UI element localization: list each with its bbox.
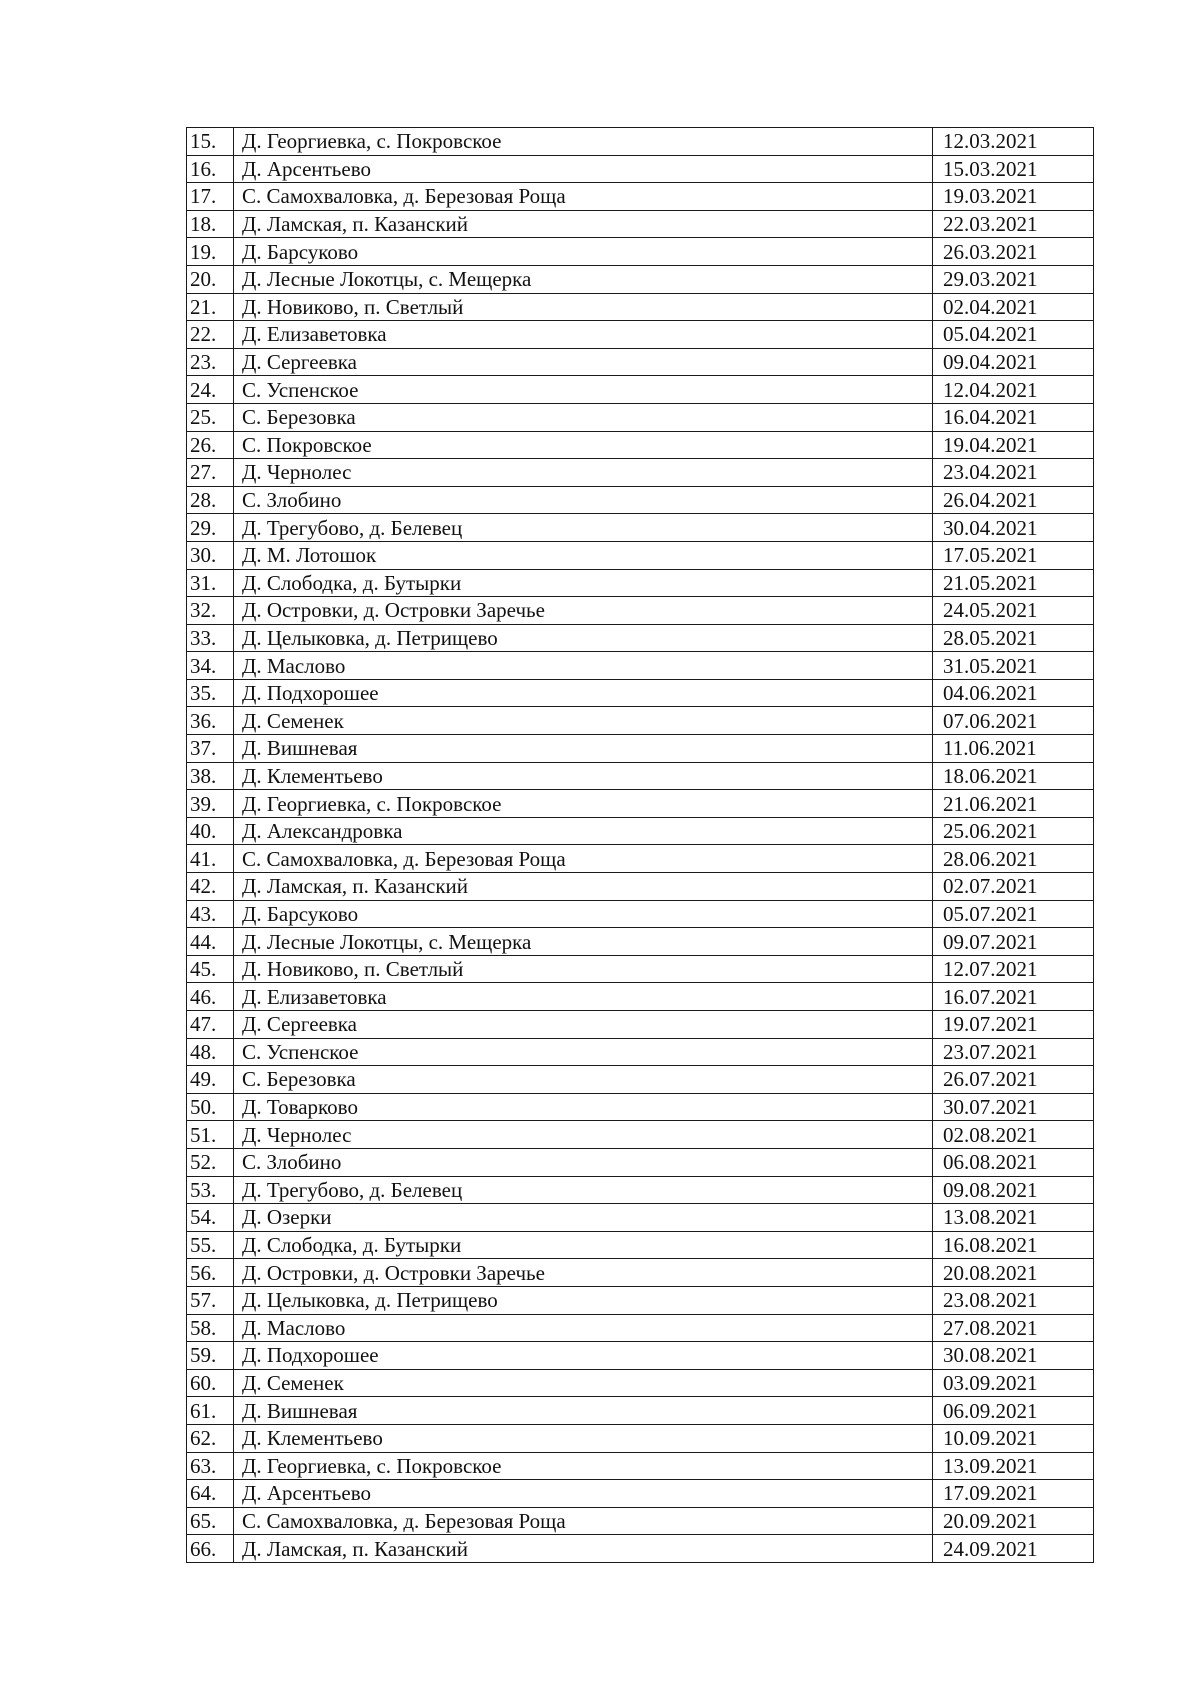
visit-date: 18.06.2021 xyxy=(933,762,1094,790)
row-number: 34. xyxy=(187,652,234,680)
visit-date: 29.03.2021 xyxy=(933,265,1094,293)
settlement-name: С. Самохваловка, д. Березовая Роща xyxy=(234,183,933,211)
table-row xyxy=(187,265,1094,293)
visit-date: 02.07.2021 xyxy=(933,873,1094,901)
visit-date: 05.07.2021 xyxy=(933,900,1094,928)
table-row xyxy=(187,1314,1094,1342)
row-number: 21. xyxy=(187,293,234,321)
settlement-name: Д. Семенек xyxy=(234,707,933,735)
row-number: 57. xyxy=(187,1286,234,1314)
settlement-name: Д. Георгиевка, с. Покровское xyxy=(234,128,933,156)
row-number: 16. xyxy=(187,155,234,183)
row-number: 49. xyxy=(187,1066,234,1094)
table-row xyxy=(187,1507,1094,1535)
visit-date: 11.06.2021 xyxy=(933,735,1094,763)
settlement-name: Д. Арсентьево xyxy=(234,155,933,183)
row-number: 39. xyxy=(187,790,234,818)
settlement-name: С. Злобино xyxy=(234,486,933,514)
row-number: 50. xyxy=(187,1093,234,1121)
table-row xyxy=(187,155,1094,183)
row-number: 47. xyxy=(187,1011,234,1039)
table-row xyxy=(187,928,1094,956)
row-number: 40. xyxy=(187,817,234,845)
settlement-name: Д. Сергеевка xyxy=(234,1011,933,1039)
settlement-name: С. Успенское xyxy=(234,1038,933,1066)
visit-date: 03.09.2021 xyxy=(933,1369,1094,1397)
table-row xyxy=(187,348,1094,376)
table-row xyxy=(187,1452,1094,1480)
visit-date: 12.03.2021 xyxy=(933,128,1094,156)
visit-date: 26.04.2021 xyxy=(933,486,1094,514)
row-number: 36. xyxy=(187,707,234,735)
table-row xyxy=(187,376,1094,404)
visit-date: 09.08.2021 xyxy=(933,1176,1094,1204)
visit-date: 17.05.2021 xyxy=(933,541,1094,569)
table-row xyxy=(187,900,1094,928)
visit-date: 09.07.2021 xyxy=(933,928,1094,956)
table-row xyxy=(187,790,1094,818)
table-row xyxy=(187,1286,1094,1314)
settlement-name: С. Самохваловка, д. Березовая Роща xyxy=(234,845,933,873)
visit-date: 04.06.2021 xyxy=(933,679,1094,707)
table-row xyxy=(187,486,1094,514)
row-number: 55. xyxy=(187,1231,234,1259)
row-number: 64. xyxy=(187,1480,234,1508)
row-number: 17. xyxy=(187,183,234,211)
visit-date: 22.03.2021 xyxy=(933,210,1094,238)
visit-date: 31.05.2021 xyxy=(933,652,1094,680)
table-row xyxy=(187,1121,1094,1149)
settlement-name: Д. Барсуково xyxy=(234,900,933,928)
table-row xyxy=(187,1093,1094,1121)
table-row xyxy=(187,1259,1094,1287)
row-number: 22. xyxy=(187,321,234,349)
table-row xyxy=(187,762,1094,790)
settlement-name: Д. Ламская, п. Казанский xyxy=(234,1535,933,1563)
table-row xyxy=(187,1424,1094,1452)
row-number: 29. xyxy=(187,514,234,542)
table-row xyxy=(187,1397,1094,1425)
settlement-name: Д. Целыковка, д. Петрищево xyxy=(234,1286,933,1314)
visit-date: 06.08.2021 xyxy=(933,1148,1094,1176)
settlement-name: Д. Лесные Локотцы, с. Мещерка xyxy=(234,265,933,293)
row-number: 56. xyxy=(187,1259,234,1287)
table-row xyxy=(187,652,1094,680)
visit-date: 17.09.2021 xyxy=(933,1480,1094,1508)
row-number: 37. xyxy=(187,735,234,763)
table-row xyxy=(187,1535,1094,1563)
table-row xyxy=(187,735,1094,763)
settlement-name: Д. Островки, д. Островки Заречье xyxy=(234,1259,933,1287)
row-number: 20. xyxy=(187,265,234,293)
table-row xyxy=(187,955,1094,983)
visit-date: 20.08.2021 xyxy=(933,1259,1094,1287)
visit-date: 23.04.2021 xyxy=(933,459,1094,487)
table-row xyxy=(187,624,1094,652)
visit-date: 15.03.2021 xyxy=(933,155,1094,183)
row-number: 19. xyxy=(187,238,234,266)
row-number: 62. xyxy=(187,1424,234,1452)
row-number: 58. xyxy=(187,1314,234,1342)
table-row xyxy=(187,321,1094,349)
table-row xyxy=(187,569,1094,597)
table-row xyxy=(187,403,1094,431)
row-number: 65. xyxy=(187,1507,234,1535)
row-number: 28. xyxy=(187,486,234,514)
table-row xyxy=(187,459,1094,487)
row-number: 53. xyxy=(187,1176,234,1204)
row-number: 33. xyxy=(187,624,234,652)
settlement-name: Д. Слободка, д. Бутырки xyxy=(234,569,933,597)
settlement-name: С. Самохваловка, д. Березовая Роща xyxy=(234,1507,933,1535)
table-row xyxy=(187,1204,1094,1232)
settlement-name: Д. Трегубово, д. Белевец xyxy=(234,514,933,542)
settlement-name: Д. Барсуково xyxy=(234,238,933,266)
settlement-name: С. Березовка xyxy=(234,403,933,431)
settlement-name: Д. Елизаветовка xyxy=(234,321,933,349)
settlement-name: Д. Целыковка, д. Петрищево xyxy=(234,624,933,652)
visit-date: 09.04.2021 xyxy=(933,348,1094,376)
row-number: 35. xyxy=(187,679,234,707)
table-row xyxy=(187,541,1094,569)
row-number: 48. xyxy=(187,1038,234,1066)
visit-date: 25.06.2021 xyxy=(933,817,1094,845)
visit-date: 23.07.2021 xyxy=(933,1038,1094,1066)
settlement-name: С. Успенское xyxy=(234,376,933,404)
row-number: 24. xyxy=(187,376,234,404)
visit-date: 30.07.2021 xyxy=(933,1093,1094,1121)
table-row xyxy=(187,514,1094,542)
settlement-name: С. Березовка xyxy=(234,1066,933,1094)
row-number: 32. xyxy=(187,597,234,625)
schedule-table xyxy=(186,127,1094,1563)
visit-date: 21.05.2021 xyxy=(933,569,1094,597)
visit-date: 19.03.2021 xyxy=(933,183,1094,211)
visit-date: 12.07.2021 xyxy=(933,955,1094,983)
visit-date: 26.07.2021 xyxy=(933,1066,1094,1094)
settlement-name: Д. Ламская, п. Казанский xyxy=(234,873,933,901)
row-number: 43. xyxy=(187,900,234,928)
settlement-name: Д. Александровка xyxy=(234,817,933,845)
table-row xyxy=(187,1369,1094,1397)
settlement-name: Д. Островки, д. Островки Заречье xyxy=(234,597,933,625)
visit-date: 23.08.2021 xyxy=(933,1286,1094,1314)
table-row xyxy=(187,128,1094,156)
settlement-name: С. Покровское xyxy=(234,431,933,459)
visit-date: 16.08.2021 xyxy=(933,1231,1094,1259)
visit-date: 02.04.2021 xyxy=(933,293,1094,321)
table-row xyxy=(187,873,1094,901)
settlement-name: Д. Подхорошее xyxy=(234,1342,933,1370)
row-number: 66. xyxy=(187,1535,234,1563)
table-row xyxy=(187,1148,1094,1176)
settlement-name: Д. Елизаветовка xyxy=(234,983,933,1011)
row-number: 38. xyxy=(187,762,234,790)
visit-date: 16.07.2021 xyxy=(933,983,1094,1011)
visit-date: 10.09.2021 xyxy=(933,1424,1094,1452)
settlement-name: Д. Арсентьево xyxy=(234,1480,933,1508)
table-row xyxy=(187,1038,1094,1066)
table-row xyxy=(187,983,1094,1011)
row-number: 60. xyxy=(187,1369,234,1397)
table-row xyxy=(187,1066,1094,1094)
visit-date: 06.09.2021 xyxy=(933,1397,1094,1425)
visit-date: 28.06.2021 xyxy=(933,845,1094,873)
table-row xyxy=(187,1480,1094,1508)
visit-date: 24.09.2021 xyxy=(933,1535,1094,1563)
table-row xyxy=(187,597,1094,625)
row-number: 46. xyxy=(187,983,234,1011)
settlement-name: Д. Ламская, п. Казанский xyxy=(234,210,933,238)
visit-date: 16.04.2021 xyxy=(933,403,1094,431)
row-number: 23. xyxy=(187,348,234,376)
settlement-name: Д. Клементьево xyxy=(234,1424,933,1452)
settlement-name: Д. Слободка, д. Бутырки xyxy=(234,1231,933,1259)
table-row xyxy=(187,679,1094,707)
settlement-name: Д. Маслово xyxy=(234,652,933,680)
settlement-name: С. Злобино xyxy=(234,1148,933,1176)
settlement-name: Д. М. Лотошок xyxy=(234,541,933,569)
schedule-table-body xyxy=(187,128,1094,1563)
visit-date: 13.09.2021 xyxy=(933,1452,1094,1480)
table-row xyxy=(187,1231,1094,1259)
visit-date: 02.08.2021 xyxy=(933,1121,1094,1149)
table-row xyxy=(187,707,1094,735)
table-row xyxy=(187,1342,1094,1370)
visit-date: 19.04.2021 xyxy=(933,431,1094,459)
settlement-name: Д. Товарково xyxy=(234,1093,933,1121)
settlement-name: Д. Озерки xyxy=(234,1204,933,1232)
settlement-name: Д. Клементьево xyxy=(234,762,933,790)
row-number: 27. xyxy=(187,459,234,487)
row-number: 30. xyxy=(187,541,234,569)
visit-date: 05.04.2021 xyxy=(933,321,1094,349)
visit-date: 24.05.2021 xyxy=(933,597,1094,625)
row-number: 54. xyxy=(187,1204,234,1232)
row-number: 51. xyxy=(187,1121,234,1149)
row-number: 15. xyxy=(187,128,234,156)
table-row xyxy=(187,1011,1094,1039)
settlement-name: Д. Вишневая xyxy=(234,1397,933,1425)
visit-date: 26.03.2021 xyxy=(933,238,1094,266)
table-row xyxy=(187,238,1094,266)
row-number: 52. xyxy=(187,1148,234,1176)
settlement-name: Д. Подхорошее xyxy=(234,679,933,707)
visit-date: 21.06.2021 xyxy=(933,790,1094,818)
settlement-name: Д. Маслово xyxy=(234,1314,933,1342)
row-number: 59. xyxy=(187,1342,234,1370)
settlement-name: Д. Георгиевка, с. Покровское xyxy=(234,1452,933,1480)
table-row xyxy=(187,210,1094,238)
row-number: 44. xyxy=(187,928,234,956)
visit-date: 28.05.2021 xyxy=(933,624,1094,652)
visit-date: 19.07.2021 xyxy=(933,1011,1094,1039)
row-number: 45. xyxy=(187,955,234,983)
settlement-name: Д. Новиково, п. Светлый xyxy=(234,293,933,321)
settlement-name: Д. Лесные Локотцы, с. Мещерка xyxy=(234,928,933,956)
settlement-name: Д. Чернолес xyxy=(234,1121,933,1149)
visit-date: 07.06.2021 xyxy=(933,707,1094,735)
visit-date: 12.04.2021 xyxy=(933,376,1094,404)
settlement-name: Д. Георгиевка, с. Покровское xyxy=(234,790,933,818)
settlement-name: Д. Семенек xyxy=(234,1369,933,1397)
settlement-name: Д. Трегубово, д. Белевец xyxy=(234,1176,933,1204)
row-number: 25. xyxy=(187,403,234,431)
visit-date: 13.08.2021 xyxy=(933,1204,1094,1232)
visit-date: 30.04.2021 xyxy=(933,514,1094,542)
row-number: 61. xyxy=(187,1397,234,1425)
table-row xyxy=(187,817,1094,845)
row-number: 41. xyxy=(187,845,234,873)
settlement-name: Д. Сергеевка xyxy=(234,348,933,376)
visit-date: 27.08.2021 xyxy=(933,1314,1094,1342)
table-row xyxy=(187,1176,1094,1204)
row-number: 31. xyxy=(187,569,234,597)
visit-date: 30.08.2021 xyxy=(933,1342,1094,1370)
settlement-name: Д. Чернолес xyxy=(234,459,933,487)
table-row xyxy=(187,431,1094,459)
table-row xyxy=(187,183,1094,211)
row-number: 42. xyxy=(187,873,234,901)
table-row xyxy=(187,845,1094,873)
table-row xyxy=(187,293,1094,321)
visit-date: 20.09.2021 xyxy=(933,1507,1094,1535)
row-number: 26. xyxy=(187,431,234,459)
settlement-name: Д. Новиково, п. Светлый xyxy=(234,955,933,983)
row-number: 63. xyxy=(187,1452,234,1480)
row-number: 18. xyxy=(187,210,234,238)
settlement-name: Д. Вишневая xyxy=(234,735,933,763)
